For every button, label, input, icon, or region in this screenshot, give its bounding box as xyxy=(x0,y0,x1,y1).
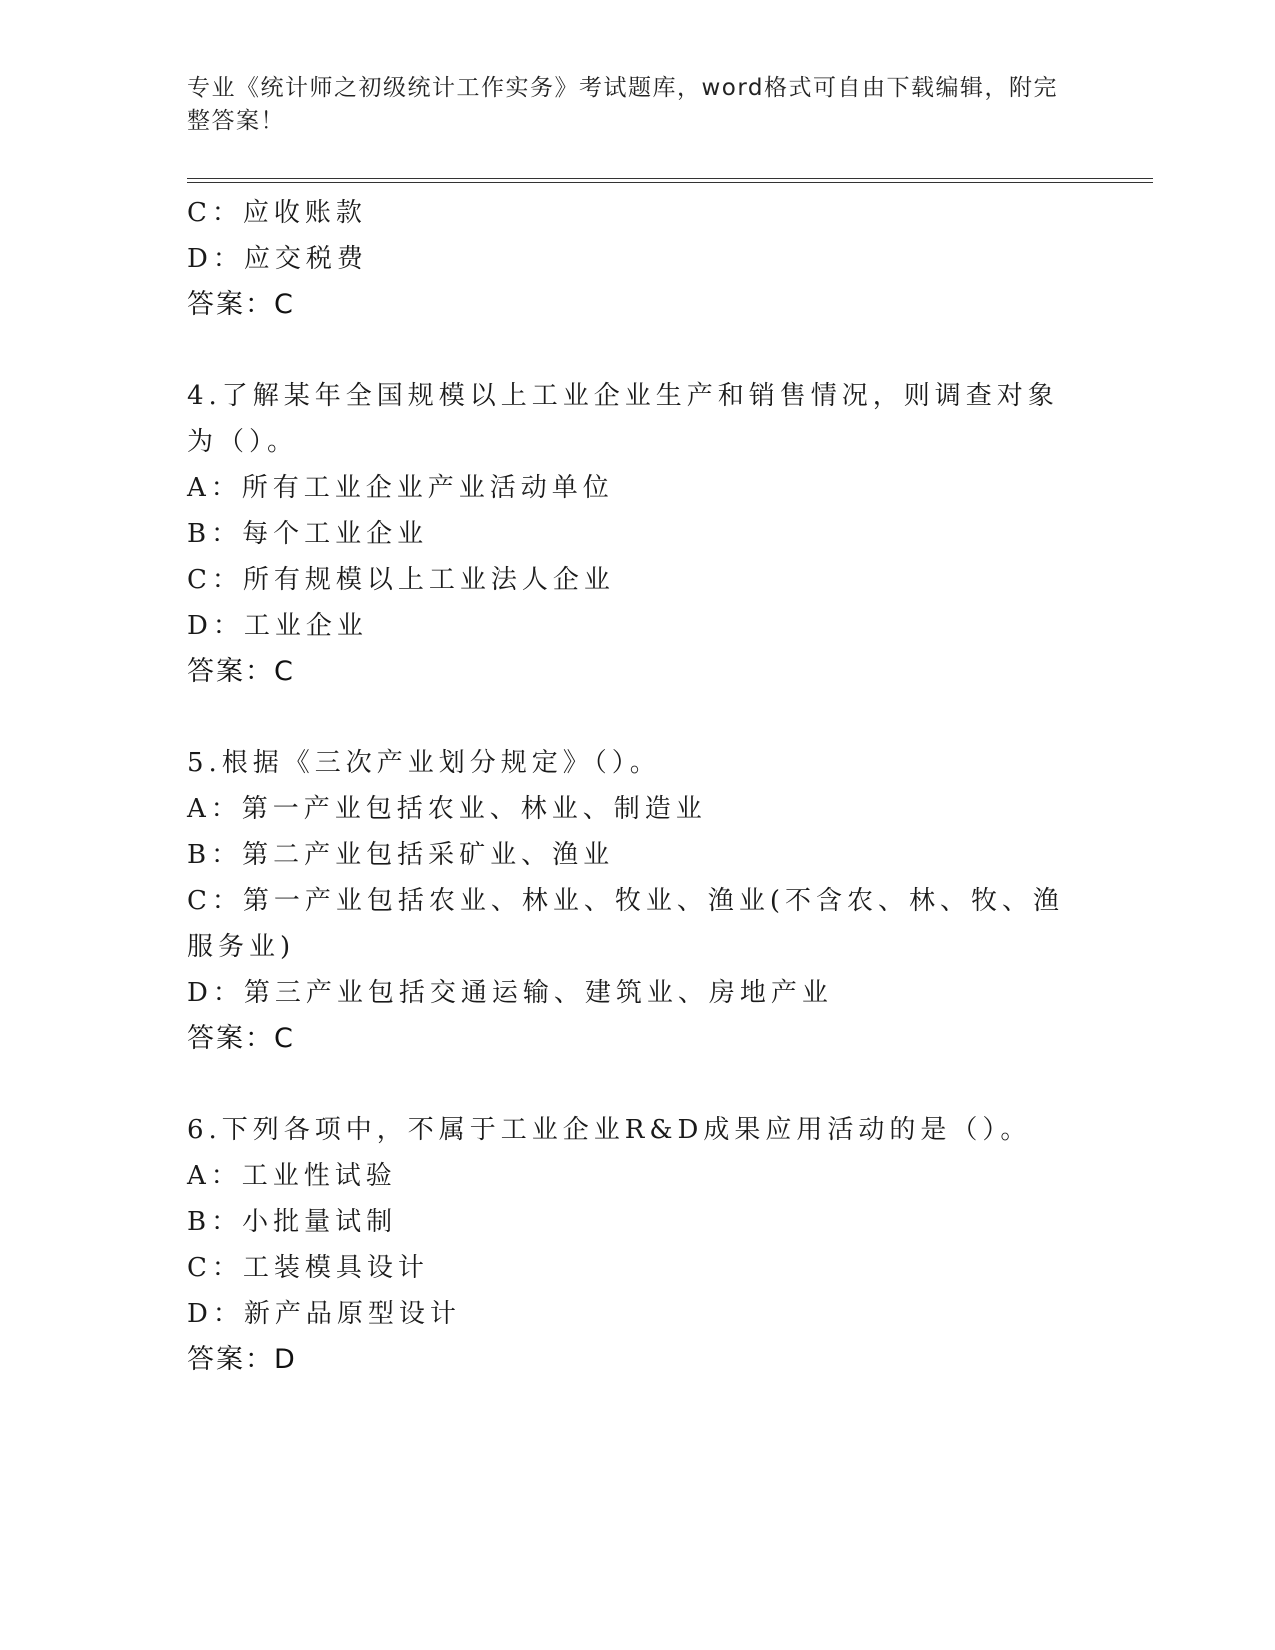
q4-option-d: D：工业企业 xyxy=(187,611,368,641)
prev-answer: 答案：C xyxy=(187,289,295,320)
q6-option-b: B：小批量试制 xyxy=(187,1207,398,1237)
prev-option-d: D：应交税费 xyxy=(187,244,368,274)
q5-option-c: C：第一产业包括农业、林业、牧业、渔业(不含农、林、牧、渔服务业) xyxy=(187,886,1065,962)
spacer xyxy=(187,1062,1087,1107)
q5-answer: 答案：C xyxy=(187,1023,295,1054)
q6-option-c: C：工装模具设计 xyxy=(187,1253,429,1283)
question-4-block xyxy=(187,373,1087,695)
q6-stem: 6.下列各项中，不属于工业企业R&D成果应用活动的是（）。 xyxy=(187,1115,1032,1145)
header-divider xyxy=(187,178,1153,183)
prev-option-c: C：应收账款 xyxy=(187,198,367,228)
q5-stem: 5.根据《三次产业划分规定》（）。 xyxy=(187,748,661,778)
question-list xyxy=(187,190,1087,1383)
prev-question-block xyxy=(187,190,1087,328)
q4-answer: 答案：C xyxy=(187,656,295,687)
q6-option-d: D：新产品原型设计 xyxy=(187,1299,461,1329)
q4-stem: 4.了解某年全国规模以上工业企业生产和销售情况，则调查对象为（）。 xyxy=(187,381,1059,457)
question-6-block xyxy=(187,1107,1087,1383)
q6-option-a: A：工业性试验 xyxy=(187,1161,397,1191)
q6-answer: 答案：D xyxy=(187,1344,297,1375)
q4-option-c: C：所有规模以上工业法人企业 xyxy=(187,565,615,595)
q5-option-d: D：第三产业包括交通运输、建筑业、房地产业 xyxy=(187,978,833,1008)
question-5-block xyxy=(187,740,1087,1062)
header-line-2: 整答案！ xyxy=(187,108,285,134)
spacer xyxy=(187,328,1087,373)
q4-option-b: B：每个工业企业 xyxy=(187,519,429,549)
q4-option-a: A：所有工业企业产业活动单位 xyxy=(187,473,614,503)
q5-option-a: A：第一产业包括农业、林业、制造业 xyxy=(187,794,707,824)
spacer xyxy=(187,695,1087,740)
document-header xyxy=(187,72,1067,138)
q5-option-b: B：第二产业包括采矿业、渔业 xyxy=(187,840,615,870)
header-line-1: 专业《统计师之初级统计工作实务》考试题库，word格式可自由下载编辑，附完 xyxy=(187,75,1059,101)
